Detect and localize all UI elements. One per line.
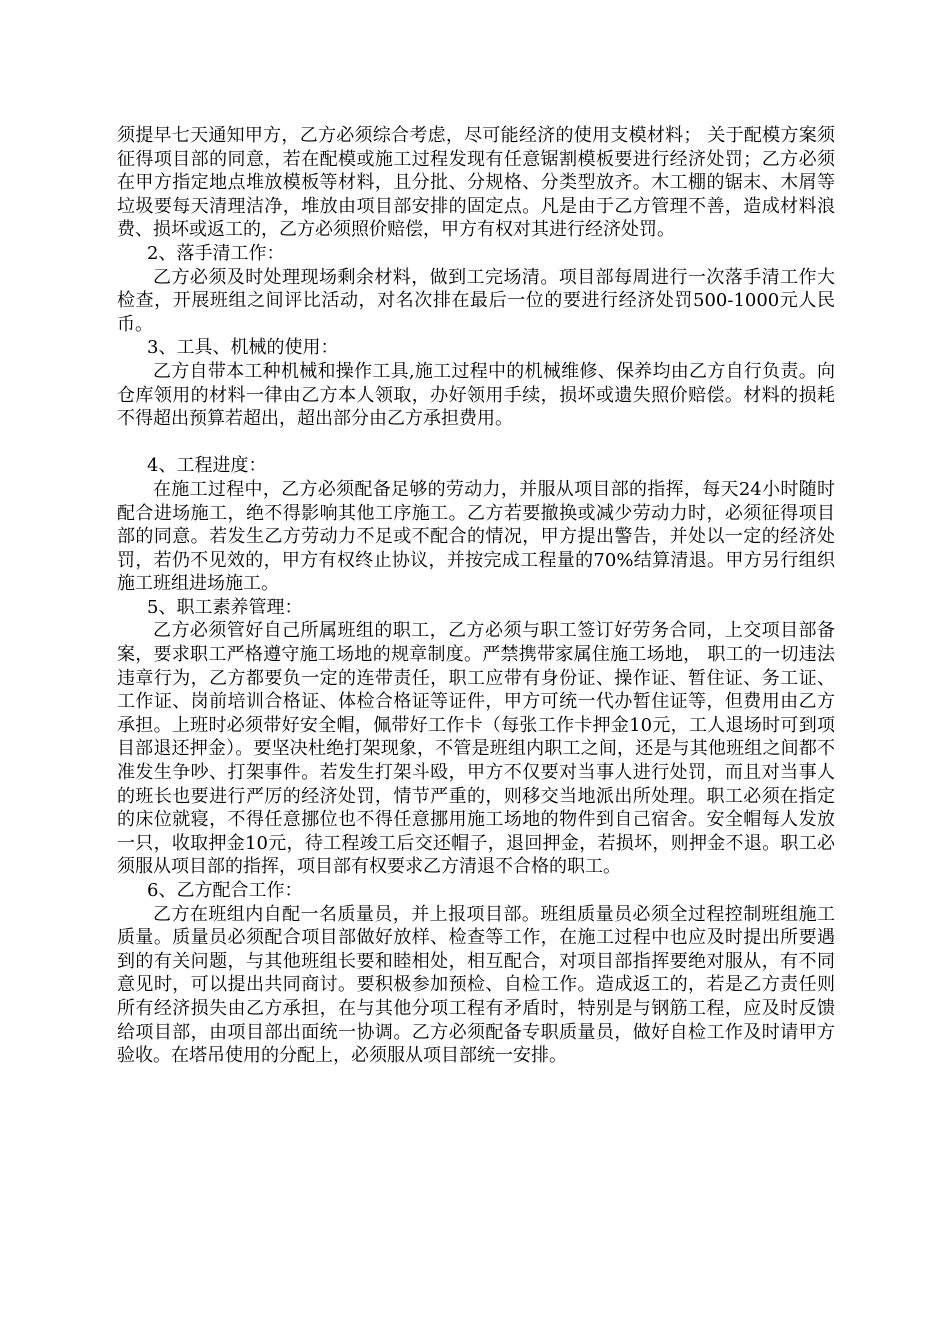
document-body [117,124,835,1068]
section-heading-progress: 4、工程进度： [147,455,267,477]
section-heading-tools: 3、工具、机械的使用： [147,337,339,359]
paragraph-formwork-materials: 须提早七天通知甲方，乙方必须综合考虑，尽可能经济的使用支模材料； 关于配模方案须征得项目部的同意，若在配模或施工过程发现有任意锯割模板要进行经济处罚；乙方必须在甲方指定地点堆放模板等材料，且分批、分规格、分类型放齐。木工棚的锯末、木屑等垃圾要每天清理洁净，堆放由项目部安排的固定点。凡是由于乙方管理不善，造成材料浪费、损坏或返工的，乙方必须照价赔偿，甲方有权对其进行经济处罚。 [117,125,835,241]
paragraph-staff: 乙方必须管好自己所属班组的职工，乙方必须与职工签订好劳务合同，上交项目部备案，要求职工严格遵守施工场地的规章制度。严禁携带家属住施工场地， 职工的一切违法违章行为，乙方都要负一定的连带责任，职工应带有身份证、操作证、暂住证、务工证、工作证、岗前培训合格证、体检合格证等证件，甲方可统一代办暂住证等，但费用由乙方承担。上班时必须带好安全帽，佩带好工作卡（每张工作卡押金10元，工人退场时可到项目部退还押金）。要坚决杜绝打架现象，不管是班组内职工之间，还是与其他班组之间都不准发生争吵、打架事件。若发生打架斗殴，甲方不仅要对当事人进行处罚，而且对当事人的班长也要进行严厉的经济处罚，情节严重的，则移交当地派出所处理。职工必须在指定的床位就寝，不得任意挪位也不得任意挪用施工场地的物件到自己宿舍。安全帽每人发放一只，收取押金10元，待工程竣工后交还帽子，退回押金，若损坏，则押金不退。职工必须服从项目部的指挥，项目部有权要求乙方清退不合格的职工。 [117,620,835,878]
paragraph-cooperation: 乙方在班组内自配一名质量员，并上报项目部。班组质量员必须全过程控制班组施工质量。质量员必须配合项目部做好放样、检查等工作，在施工过程中也应及时提出所要遇到的有关问题，与其他班组长要和睦相处，相互配合，对项目部指挥要绝对服从，有不同意见时，可以提出共同商讨。要积极参加预检、自检工作。造成返工的，若是乙方责任则所有经济损失由乙方承担，在与其他分项工程有矛盾时，特别是与钢筋工程，应及时反馈给项目部，由项目部出面统一协调。乙方必须配备专职质量员，做好自检工作及时请甲方验收。在塔吊使用的分配上，必须服从项目部统一安排。 [117,903,835,1067]
section-heading-staff: 5、职工素养管理： [147,596,303,618]
paragraph-tools: 乙方自带本工种机械和操作工具,施工过程中的机械维修、保养均由乙方自行负责。向仓库领用的材料一律由乙方本人领取，办好领用手续，损坏或遗失照价赔偿。材料的损耗不得超出预算若超出，超出部分由乙方承担费用。 [117,360,835,430]
section-heading-cooperation: 6、乙方配合工作： [147,880,303,901]
paragraph-cleanup: 乙方必须及时处理现场剩余材料，做到工完场清。项目部每周进行一次落手清工作大检查，开展班组之间评比活动，对名次排在最后一位的要进行经济处罚500-1000元人民币。 [117,266,835,335]
paragraph-progress: 在施工过程中，乙方必须配备足够的劳动力，并服从项目部的指挥，每天24小时随时配合进场施工，绝不得影响其他工序施工。乙方若要撤换或减少劳动力时，必须征得项目部的同意。若发生乙方劳动力不足或不配合的情况，甲方提出警告，并处以一定的经济处罚，若仍不见效的，甲方有权终止协议，并按完成工程量的70%结算清退。甲方另行组织施工班组进场施工。 [117,478,835,595]
section-heading-cleanup: 2、落手清工作： [147,242,285,264]
